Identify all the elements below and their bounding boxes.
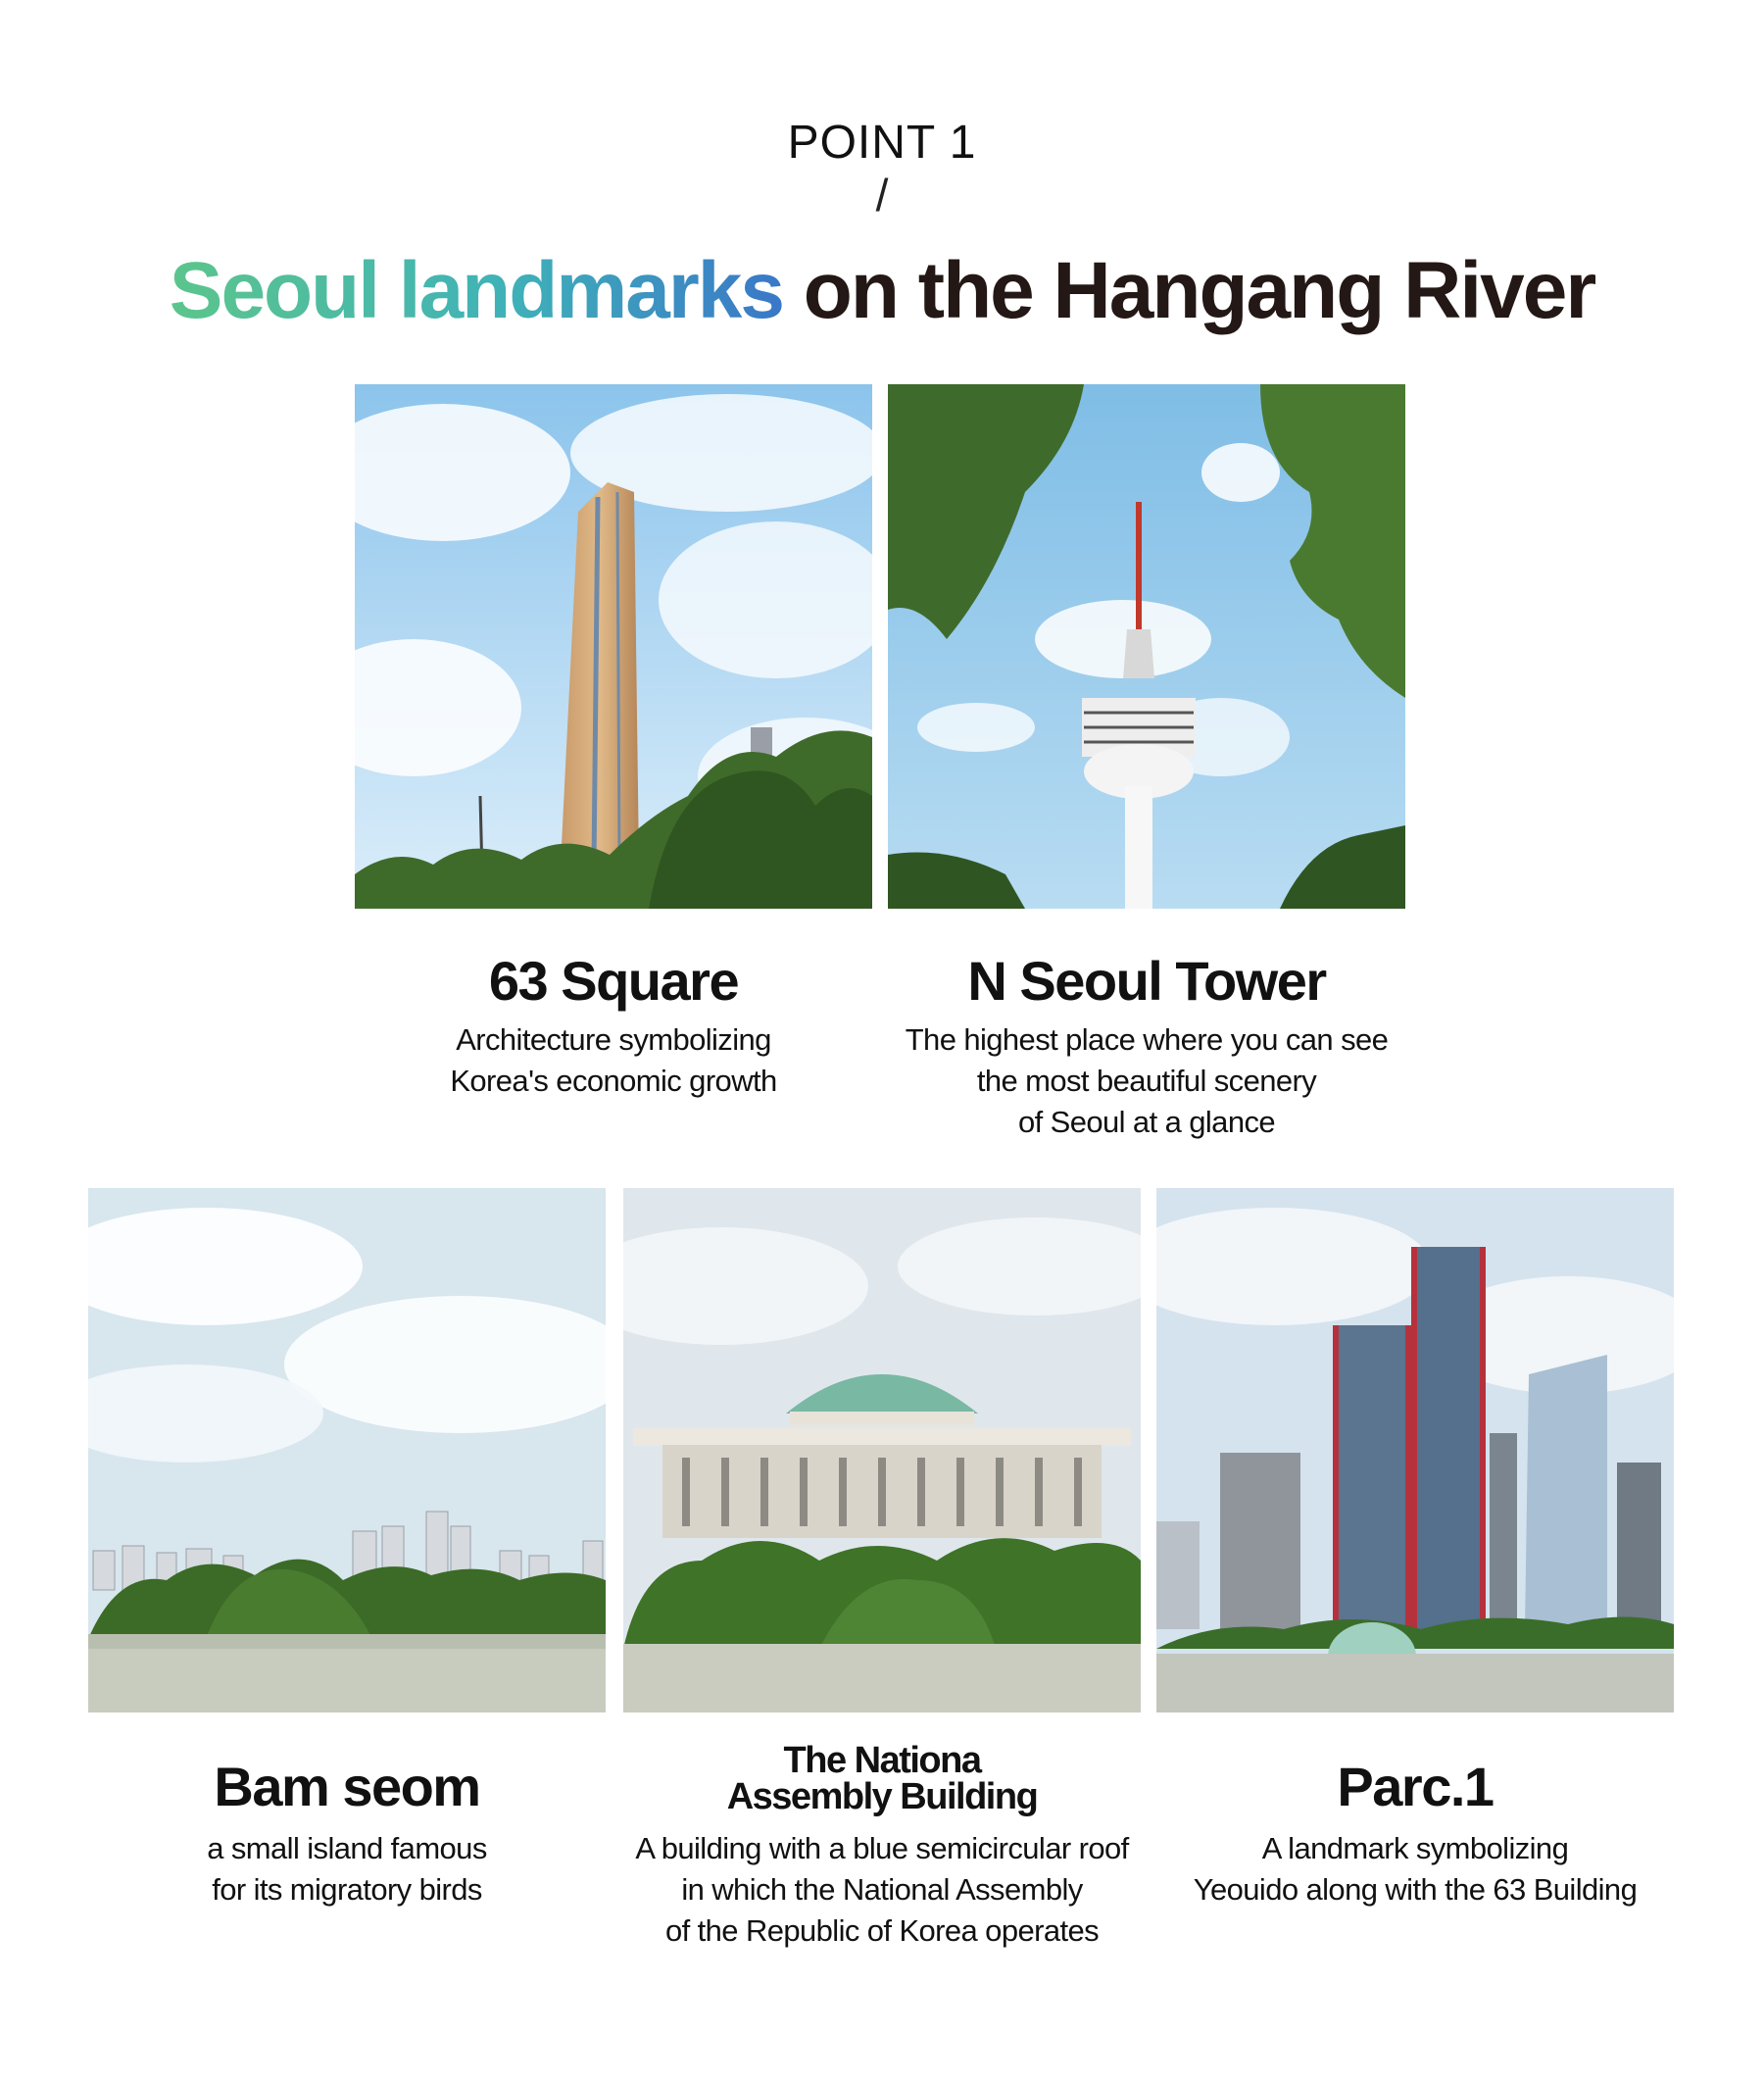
n-seoul-tower-photo	[888, 384, 1405, 909]
landmark-desc-bam-seom: a small island famous for its migratory birds	[207, 1831, 487, 1907]
landmark-title-63-square: 63 Square	[488, 950, 739, 1012]
parc1-photo	[1156, 1188, 1674, 1712]
landmark-title-parc1: Parc.1	[1337, 1756, 1494, 1817]
bam-seom-photo	[88, 1188, 606, 1712]
landmark-title-national-assembly: The Nationa Assembly Building	[726, 1740, 1038, 1817]
landmark-desc-63-square: Architecture symbolizing Korea's economic growth	[450, 1022, 777, 1098]
point-divider: /	[875, 170, 889, 221]
point-label: POINT 1	[787, 117, 977, 169]
landmark-desc-national-assembly: A building with a blue semicircular roof in which the National Assembly of the Republic of Korea operates	[635, 1831, 1129, 1948]
title-rest: on the Hangang River	[803, 246, 1595, 335]
page-title	[0, 245, 1764, 337]
landmark-desc-n-seoul-tower: The highest place where you can see the most beautiful scenery of Seoul at a glance	[905, 1022, 1389, 1139]
title-highlight: Seoul landmarks	[169, 246, 783, 335]
national-assembly-photo	[623, 1188, 1141, 1712]
landmark-desc-parc1: A landmark symbolizing Yeouido along with the 63 Building	[1193, 1831, 1638, 1907]
landmark-title-n-seoul-tower: N Seoul Tower	[967, 950, 1326, 1012]
63-square-photo	[355, 384, 872, 909]
landmark-title-bam-seom: Bam seom	[214, 1756, 480, 1817]
